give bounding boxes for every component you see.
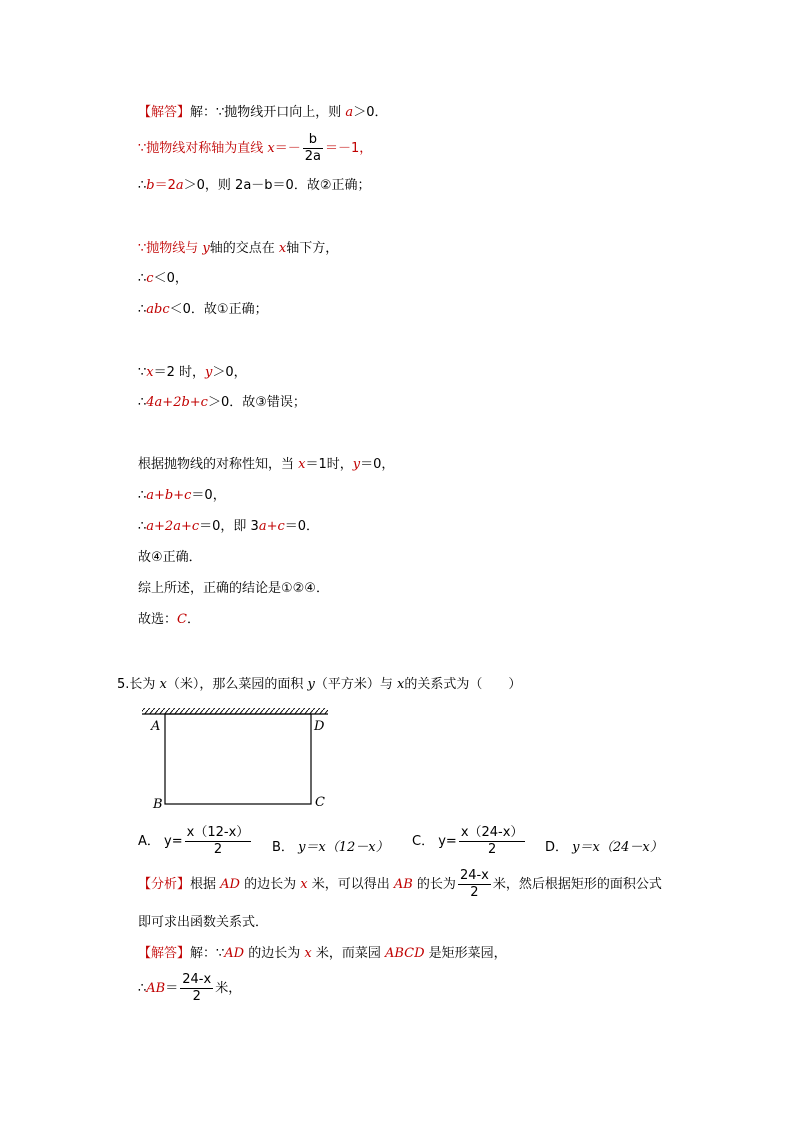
answer-fraction: $\frac{24-x}{2}$	[182, 972, 212, 1004]
solution-line-11: ∴a+2a+c＝0，即 3a+c＝0．	[138, 519, 320, 534]
solution-line-2: ∵抛物线对称轴为直线 x＝－ $\frac{b}{2a}$ ＝－1，	[138, 132, 373, 164]
answer-tag-2: 【解答】	[138, 946, 191, 961]
solution-line-4: ∵抛物线与 y轴的交点在 x轴下方，	[138, 241, 339, 256]
answer-tag: 【解答】	[138, 105, 191, 120]
question-number: 5.	[117, 677, 130, 692]
solution-line-8: ∴4a+2b+c＞0．故③错误；	[138, 395, 306, 410]
label-C: C	[315, 795, 325, 810]
solution-line-13: 综上所述，正确的结论是①②④．	[138, 581, 329, 596]
option-A-fraction: $\frac{x(12-x)}{2}$	[186, 825, 250, 857]
label-D: D	[314, 719, 325, 734]
answer-line-1: 【解答】解：∵AD 的边长为 x 米，而菜园 ABCD 是矩形菜园，	[138, 946, 507, 961]
label-A: A	[151, 719, 161, 734]
option-D[interactable]: D． y＝x（24－x）	[545, 840, 663, 855]
option-B[interactable]: B． y＝x（12－x）	[272, 840, 389, 855]
label-B: B	[153, 797, 163, 812]
garden-rectangle	[165, 714, 311, 804]
solution-line-7: ∵x＝2 时，y＞0，	[138, 365, 247, 380]
solution-line-5: ∴c＜0，	[138, 271, 188, 286]
solution-line-12: 故④正确．	[138, 550, 202, 565]
wall-hatching	[142, 708, 328, 714]
analysis-line-1: 【分析】根据 AD 的边长为 x 米，可以得出 AB 的长为 $\frac{24-x}{2}$ 米，然后根据矩形的面积公式	[138, 868, 662, 900]
question-5-stem: 5.长为 x（米），那么菜园的面积 y（平方米）与 x的关系式为（ ）	[117, 677, 522, 692]
fraction-b-over-2a: $\frac{b}{2a}$	[304, 132, 322, 164]
rectangle-garden-figure	[138, 704, 338, 816]
option-C[interactable]: C． y= $\frac{x(24-x)}{2}$	[412, 825, 524, 857]
answer-line-2: ∴AB＝ $\frac{24-x}{2}$ 米，	[138, 972, 242, 1004]
solution-line-9: 根据抛物线的对称性知，当 x＝1时，y＝0，	[138, 457, 395, 472]
analysis-fraction: $\frac{24-x}{2}$	[459, 868, 489, 900]
solution-line-14: 故选：C．	[138, 612, 200, 627]
solution-line-10: ∴a+b+c＝0，	[138, 488, 226, 503]
analysis-line-2: 即可求出函数关系式．	[138, 915, 269, 930]
option-C-fraction: $\frac{x(24-x)}{2}$	[460, 825, 524, 857]
option-A[interactable]: A． y= $\frac{x(12-x)}{2}$	[138, 825, 250, 857]
solution-line-3: ∴b＝2a＞0，则 2a－b＝0．故②正确；	[138, 178, 371, 193]
solution-line-6: ∴abc＜0．故①正确；	[138, 302, 268, 317]
solution-line-1: 【解答】解：∵抛物线开口向上，则 a＞0．	[138, 105, 388, 120]
analysis-tag: 【分析】	[138, 877, 191, 892]
